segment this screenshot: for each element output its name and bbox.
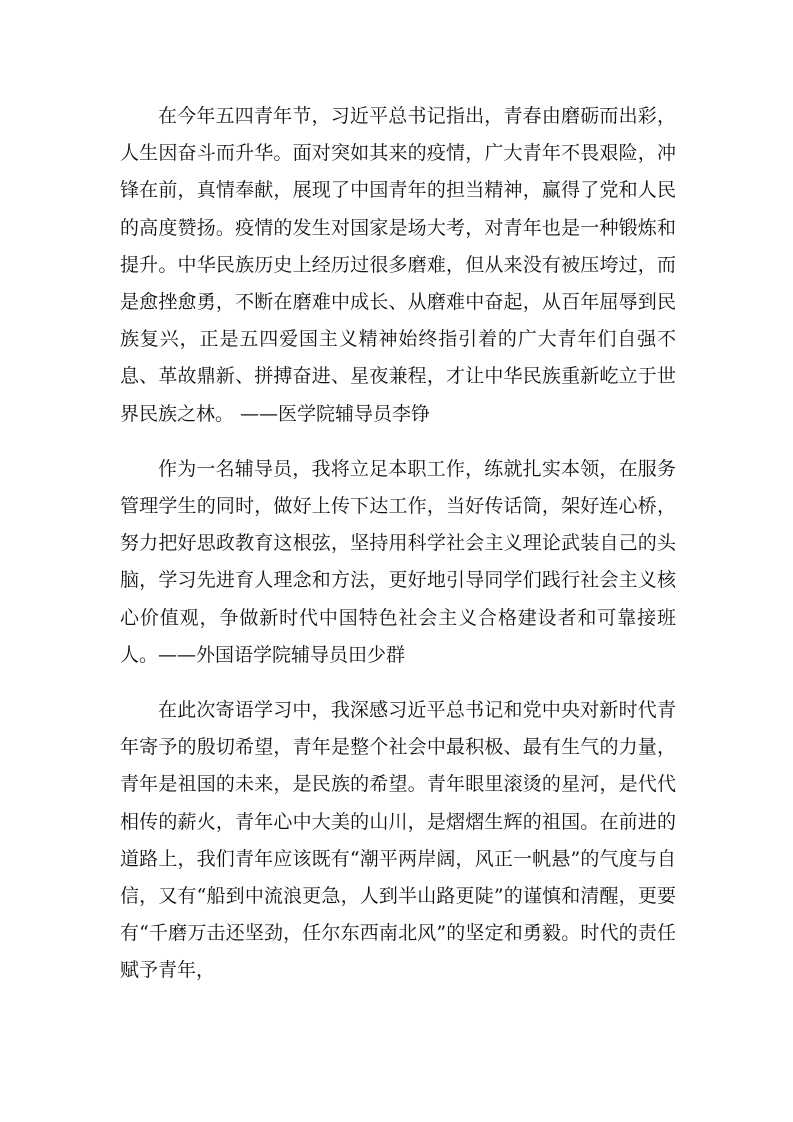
paragraph-2: 作为一名辅导员，我将立足本职工作，练就扎实本领，在服务管理学生的同时，做好上传下达工作，当好传话筒，架好连心桥，努力把好思政教育这根弦，坚持用科学社会主义理论武装自己的头脑，学习先进育人理念和方法，更好地引导同学们践行社会主义核心价值观，争做新时代中国特色社会主义合格建设者和可靠接班人。——外国语学院辅导员田少群 (120, 457, 676, 666)
paragraph-3: 在此次寄语学习中，我深感习近平总书记和党中央对新时代青年寄予的殷切希望，青年是整个社会中最积极、最有生气的力量，青年是祖国的未来，是民族的希望。青年眼里滚烫的星河，是代代相传的薪火，青年心中大美的山川，是熠熠生辉的祖国。在前进的道路上，我们青年应该既有“潮平两岸阔，风正一帆悬”的气度与自信，又有“船到中流浪更急，人到半山路更陡”的谨慎和清醒，更要有“千磨万击还坚劲，任尔东西南北风”的坚定和勇毅。时代的责任赋予青年， (120, 699, 676, 982)
document-body (120, 98, 676, 990)
paragraph-1: 在今年五四青年节，习近平总书记指出，青春由磨砺而出彩，人生因奋斗而升华。面对突如其来的疫情，广大青年不畏艰险，冲锋在前，真情奉献，展现了中国青年的担当精神，赢得了党和人民的高度赞扬。疫情的发生对国家是场大考，对青年也是一种锻炼和提升。中华民族历史上经历过很多磨难，但从来没有被压垮过，而是愈挫愈勇，不断在磨难中成长、从磨难中奋起，从百年屈辱到民族复兴，正是五四爱国主义精神始终指引着的广大青年们自强不息、革故鼎新、拼搏奋进、星夜兼程，才让中华民族重新屹立于世界民族之林。 ——医学院辅导员李铮 (120, 105, 676, 425)
